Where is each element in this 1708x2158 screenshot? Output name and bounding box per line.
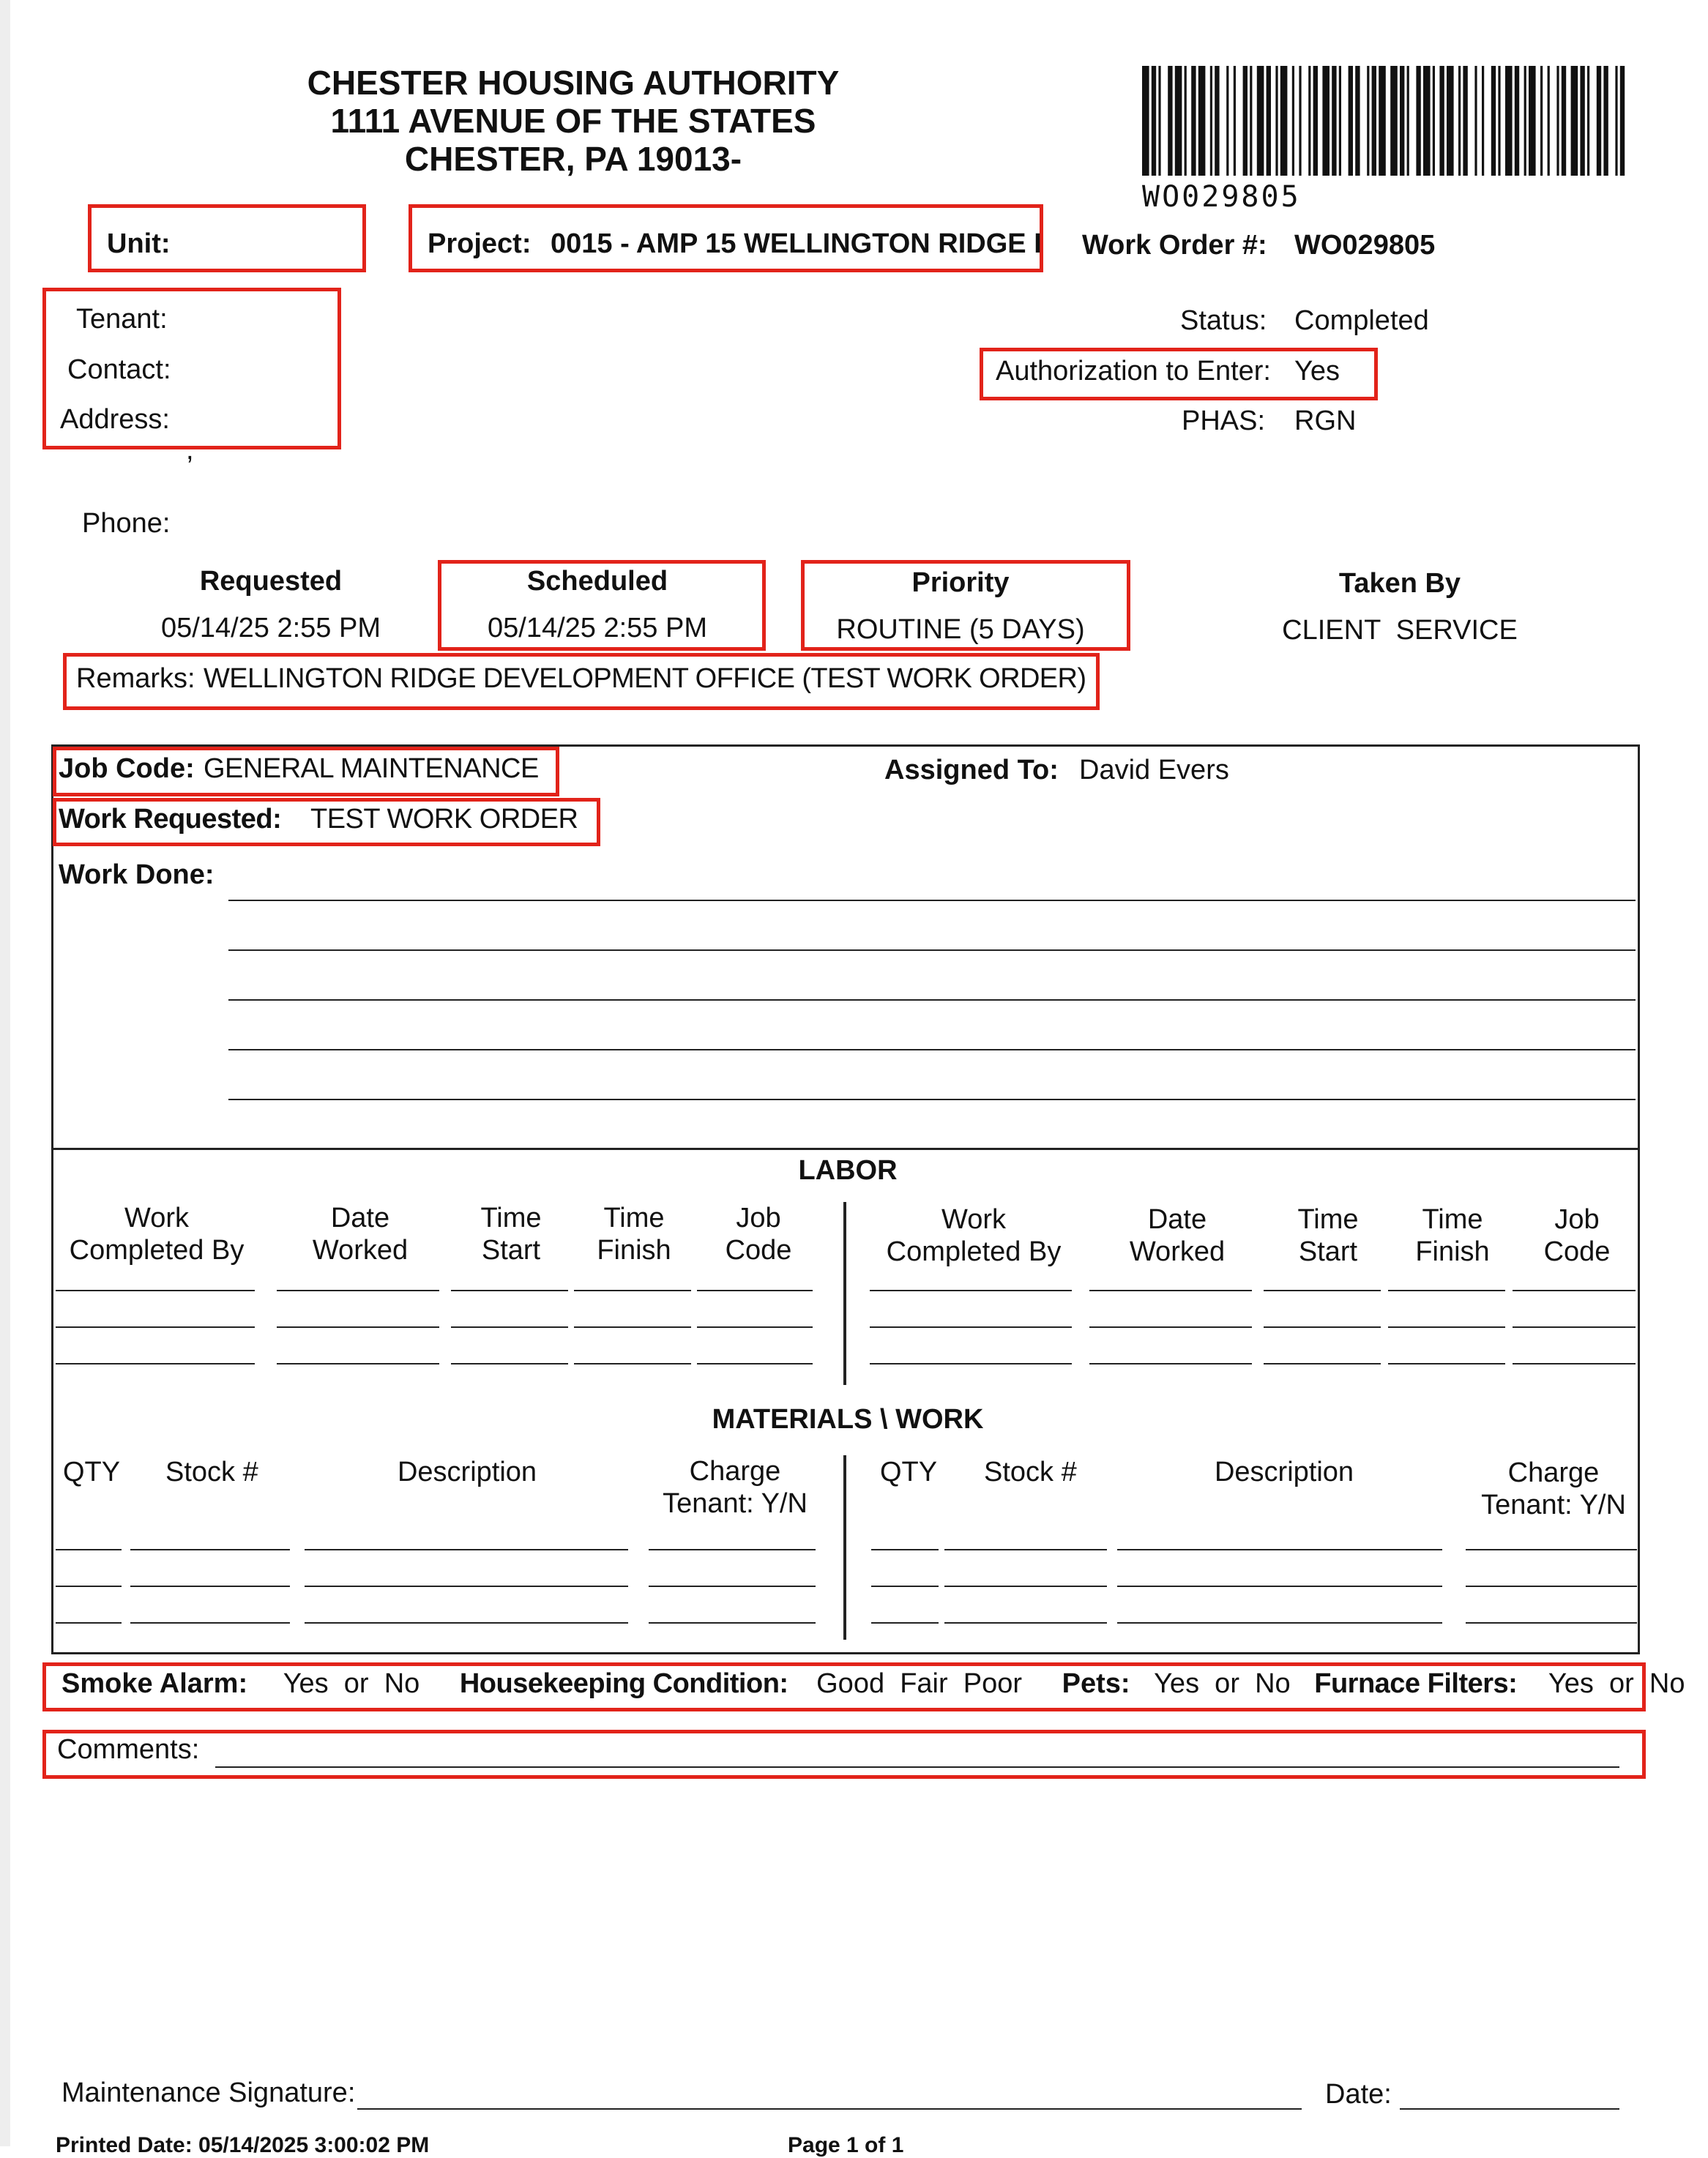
labor-col-job-code: Job Code xyxy=(1543,1204,1611,1267)
blank-entry-line xyxy=(1466,1549,1637,1550)
barcode-bar xyxy=(1243,66,1248,176)
authorization-value: Yes xyxy=(1294,356,1340,387)
blank-entry-line xyxy=(871,1586,939,1587)
blank-entry-line xyxy=(1388,1363,1505,1364)
barcode-bar xyxy=(1447,66,1454,176)
barcode-bar xyxy=(1349,66,1353,176)
blank-entry-line xyxy=(1388,1326,1505,1328)
barcode-bar xyxy=(1529,66,1536,176)
barcode-bar xyxy=(1597,66,1601,176)
barcode-bar xyxy=(1185,66,1187,176)
blank-entry-line xyxy=(944,1549,1107,1550)
blank-entry-line xyxy=(574,1290,691,1291)
barcode-bar xyxy=(1571,66,1578,176)
blank-entry-line xyxy=(697,1290,813,1291)
barcode-bar xyxy=(1367,66,1369,176)
barcode-bar xyxy=(1339,66,1341,176)
work-order-label: Work Order #: xyxy=(1082,230,1267,261)
barcode-bar xyxy=(1142,66,1149,176)
blank-entry-line xyxy=(56,1363,255,1364)
materials-col-description: Description xyxy=(1214,1457,1354,1487)
materials-col-stock: Stock # xyxy=(984,1457,1077,1487)
materials-col-charge: Charge Tenant: Y/N xyxy=(663,1456,808,1519)
smoke-alarm-label: Smoke Alarm: xyxy=(61,1668,248,1699)
blank-entry-line xyxy=(451,1326,568,1328)
barcode-bar xyxy=(1379,66,1386,176)
barcode-bar xyxy=(1407,66,1409,176)
barcode-bar xyxy=(1226,66,1228,176)
scheduled-label: Scheduled xyxy=(526,566,668,597)
phas-value: RGN xyxy=(1294,406,1357,436)
materials-title: MATERIALS \ WORK xyxy=(712,1404,984,1435)
barcode-bar xyxy=(1423,66,1431,176)
barcode-bar xyxy=(1299,66,1301,176)
blank-entry-line xyxy=(1264,1290,1381,1291)
blank-entry-line xyxy=(574,1326,691,1328)
barcode-bar xyxy=(1439,66,1444,176)
labor-col-time-finish: Time Finish xyxy=(597,1203,671,1266)
blank-entry-line xyxy=(697,1326,813,1328)
remarks-value: WELLINGTON RIDGE DEVELOPMENT OFFICE (TEST WORK ORDER) xyxy=(204,663,1086,694)
blank-entry-line xyxy=(649,1622,816,1624)
date-label: Date: xyxy=(1325,2079,1392,2110)
barcode-bar xyxy=(1372,66,1376,176)
blank-entry-line xyxy=(1089,1290,1252,1291)
barcode-bar xyxy=(1433,66,1435,176)
labor-col-completed-by: Work Completed By xyxy=(69,1203,245,1266)
barcode-bar xyxy=(1168,66,1172,176)
barcode-bar xyxy=(1308,66,1310,176)
blank-entry-line xyxy=(1089,1326,1252,1328)
date-line xyxy=(1400,2108,1619,2110)
barcode-bar xyxy=(1332,66,1336,176)
barcode-bar xyxy=(1620,66,1625,176)
comments-box xyxy=(42,1730,1646,1779)
work-order-value: WO029805 xyxy=(1294,230,1436,261)
materials-divider xyxy=(843,1455,846,1640)
materials-col-qty: QTY xyxy=(63,1457,121,1487)
pets-label: Pets: xyxy=(1062,1668,1130,1699)
blank-entry-line xyxy=(649,1586,816,1587)
barcode-bar xyxy=(1175,66,1182,176)
barcode-bar xyxy=(1292,66,1294,176)
signature-line xyxy=(357,2108,1302,2110)
barcode-bar xyxy=(1562,66,1566,176)
blank-entry-line xyxy=(277,1290,439,1291)
pets-options: Yes or No xyxy=(1154,1668,1291,1699)
job-code-label: Job Code: xyxy=(59,753,195,784)
barcode-bar xyxy=(1515,66,1519,176)
work-done-line xyxy=(228,949,1636,951)
taken-by-value: CLIENT SERVICE xyxy=(1282,615,1518,646)
blank-entry-line xyxy=(1388,1290,1505,1291)
materials-col-stock: Stock # xyxy=(165,1457,258,1487)
checklist-row xyxy=(61,1668,1685,1700)
blank-entry-line xyxy=(56,1549,122,1550)
barcode-bar xyxy=(1505,66,1513,176)
barcode-bar xyxy=(1498,66,1500,176)
barcode-bar xyxy=(1458,66,1461,176)
barcode-bar xyxy=(1580,66,1584,176)
blank-entry-line xyxy=(870,1363,1072,1364)
work-done-line xyxy=(228,900,1636,901)
authorization-label: Authorization to Enter: xyxy=(996,356,1271,387)
blank-entry-line xyxy=(130,1549,290,1550)
phas-label: PHAS: xyxy=(1182,406,1266,436)
barcode-bar xyxy=(1215,66,1219,176)
address-label: Address: xyxy=(60,404,170,435)
taken-by-label: Taken By xyxy=(1338,568,1461,599)
blank-entry-line xyxy=(1466,1586,1637,1587)
work-done-line xyxy=(228,1049,1636,1050)
page-number: Page 1 of 1 xyxy=(788,2133,904,2157)
blank-entry-line xyxy=(1117,1549,1442,1550)
barcode-bar xyxy=(1416,66,1420,176)
barcode xyxy=(1142,66,1625,176)
blank-entry-line xyxy=(1466,1622,1637,1624)
org-street: 1111 AVENUE OF THE STATES xyxy=(330,102,816,140)
blank-entry-line xyxy=(56,1586,122,1587)
work-requested-label: Work Requested: xyxy=(59,804,282,835)
blank-entry-line xyxy=(870,1290,1072,1291)
priority-label: Priority xyxy=(911,567,1010,598)
work-done-line xyxy=(228,999,1636,1001)
blank-entry-line xyxy=(871,1549,939,1550)
comments-line xyxy=(215,1766,1619,1768)
barcode-bar xyxy=(1152,66,1156,176)
materials-col-qty: QTY xyxy=(880,1457,938,1487)
blank-entry-line xyxy=(305,1622,628,1624)
barcode-bar xyxy=(1322,66,1330,176)
blank-entry-line xyxy=(574,1363,691,1364)
labor-col-date-worked: Date Worked xyxy=(312,1203,409,1266)
blank-entry-line xyxy=(56,1622,122,1624)
blank-entry-line xyxy=(1513,1290,1636,1291)
org-city: CHESTER, PA 19013- xyxy=(404,140,742,178)
blank-entry-line xyxy=(1513,1326,1636,1328)
barcode-bar xyxy=(1191,66,1196,176)
barcode-bar xyxy=(1615,66,1617,176)
requested-value: 05/14/25 2:55 PM xyxy=(161,613,381,643)
barcode-bar xyxy=(1210,66,1212,176)
labor-col-completed-by: Work Completed By xyxy=(886,1204,1062,1267)
barcode-bar xyxy=(1275,66,1278,176)
smoke-alarm-options: Yes or No xyxy=(283,1668,420,1699)
blank-entry-line xyxy=(944,1622,1107,1624)
barcode-bar xyxy=(1390,66,1398,176)
barcode-bar xyxy=(1280,66,1288,176)
barcode-bar xyxy=(1158,66,1160,176)
blank-entry-line xyxy=(130,1586,290,1587)
labor-col-job-code: Job Code xyxy=(725,1203,792,1266)
blank-entry-line xyxy=(1117,1586,1442,1587)
maintenance-signature-label: Maintenance Signature: xyxy=(61,2077,356,2108)
blank-entry-line xyxy=(1264,1326,1381,1328)
barcode-bar xyxy=(1482,66,1484,176)
barcode-bar xyxy=(1548,66,1550,176)
work-done-label: Work Done: xyxy=(59,859,215,890)
org-name: CHESTER HOUSING AUTHORITY xyxy=(307,64,840,102)
housekeeping-options: Good Fair Poor xyxy=(816,1668,1023,1699)
address-mark: , xyxy=(186,435,194,466)
blank-entry-line xyxy=(56,1290,255,1291)
blank-entry-line xyxy=(56,1326,255,1328)
remarks-label: Remarks: xyxy=(76,663,195,694)
furnace-filters-options: Yes or No xyxy=(1548,1668,1685,1699)
blank-entry-line xyxy=(871,1622,939,1624)
page-edge xyxy=(0,0,10,2146)
tenant-label: Tenant: xyxy=(76,304,168,335)
blank-entry-line xyxy=(451,1363,568,1364)
blank-entry-line xyxy=(305,1586,628,1587)
blank-entry-line xyxy=(277,1363,439,1364)
barcode-bar xyxy=(1250,66,1252,176)
blank-entry-line xyxy=(305,1549,628,1550)
barcode-bar xyxy=(1234,66,1236,176)
requested-label: Requested xyxy=(199,566,343,597)
barcode-bar xyxy=(1556,66,1559,176)
blank-entry-line xyxy=(1089,1363,1252,1364)
blank-entry-line xyxy=(451,1290,568,1291)
barcode-bar xyxy=(1474,66,1477,176)
barcode-text: WO029805 xyxy=(1142,180,1301,214)
labor-divider xyxy=(843,1202,846,1385)
blank-entry-line xyxy=(130,1622,290,1624)
barcode-bar xyxy=(1491,66,1496,176)
assigned-to-label: Assigned To: xyxy=(884,755,1059,785)
status-label: Status: xyxy=(1180,305,1267,336)
blank-entry-line xyxy=(1513,1363,1636,1364)
contact-label: Contact: xyxy=(67,354,171,385)
work-done-line xyxy=(228,1099,1636,1100)
labor-col-time-finish: Time Finish xyxy=(1415,1204,1490,1267)
comments-label: Comments: xyxy=(57,1734,200,1765)
job-code-value: GENERAL MAINTENANCE xyxy=(204,753,539,784)
unit-label: Unit: xyxy=(107,228,171,259)
labor-title: LABOR xyxy=(798,1155,898,1186)
barcode-bar xyxy=(1257,66,1264,176)
labor-col-time-start: Time Start xyxy=(480,1203,542,1266)
scheduled-value: 05/14/25 2:55 PM xyxy=(488,613,707,643)
labor-col-date-worked: Date Worked xyxy=(1129,1204,1226,1267)
barcode-bar xyxy=(1587,66,1589,176)
blank-entry-line xyxy=(870,1326,1072,1328)
project-label: Project: xyxy=(428,228,532,259)
barcode-bar xyxy=(1400,66,1404,176)
blank-entry-line xyxy=(277,1326,439,1328)
labor-col-time-start: Time Start xyxy=(1297,1204,1359,1267)
blank-entry-line xyxy=(944,1586,1107,1587)
materials-col-charge: Charge Tenant: Y/N xyxy=(1481,1457,1626,1520)
section-divider xyxy=(53,1148,1638,1150)
barcode-bar xyxy=(1540,66,1543,176)
barcode-bar xyxy=(1603,66,1608,176)
work-requested-value: TEST WORK ORDER xyxy=(310,804,578,835)
priority-value: ROUTINE (5 DAYS) xyxy=(836,614,1085,645)
assigned-to-value: David Evers xyxy=(1079,755,1229,785)
barcode-bar xyxy=(1524,66,1526,176)
blank-entry-line xyxy=(1264,1363,1381,1364)
blank-entry-line xyxy=(1117,1622,1442,1624)
materials-col-description: Description xyxy=(397,1457,537,1487)
printed-date: Printed Date: 05/14/2025 3:00:02 PM xyxy=(56,2133,430,2157)
barcode-bar xyxy=(1355,66,1360,176)
furnace-filters-label: Furnace Filters: xyxy=(1314,1668,1518,1699)
project-value: 0015 - AMP 15 WELLINGTON RIDGE I xyxy=(551,228,1042,259)
barcode-bar xyxy=(1313,66,1318,176)
status-value: Completed xyxy=(1294,305,1429,336)
blank-entry-line xyxy=(649,1549,816,1550)
barcode-bar xyxy=(1267,66,1271,176)
barcode-bar xyxy=(1463,66,1467,176)
barcode-bar xyxy=(1198,66,1206,176)
phone-label: Phone: xyxy=(82,508,171,539)
blank-entry-line xyxy=(697,1363,813,1364)
housekeeping-label: Housekeeping Condition: xyxy=(459,1668,788,1699)
